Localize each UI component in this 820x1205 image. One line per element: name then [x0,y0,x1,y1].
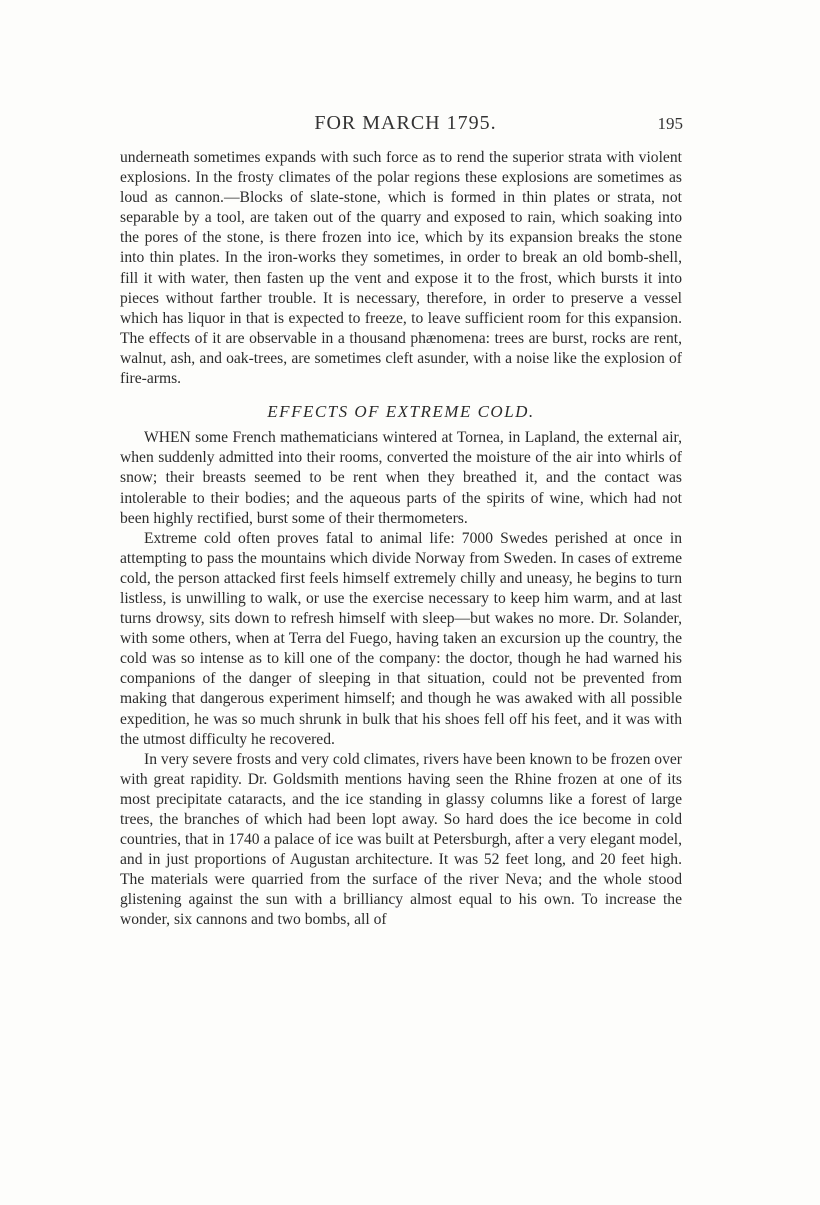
paragraph-animal-life: Extreme cold often proves fatal to animal life: 7000 Swedes perished at once in attempting to pass the mountains which divide Norway from Sweden. In cases of extreme cold, the person attacked first feels himself extremely chilly and uneasy, he begins to turn listless, is unwilling to walk, or use the exercise necessary to keep him warm, and at last turns drowsy, sits down to refresh himself with sleep—but wakes no more. Dr. Solander, with some others, when at Terra del Fuego, having taken an excursion up the country, the cold was so intense as to kill one of the company: the doctor, though he had warned his companions of the danger of sleeping in that situation, could not be prevented from making that dangerous experiment himself; and though he was awaked with all possible expedition, he was so much shrunk in bulk that his shoes fell off his feet, and it was with the utmost difficulty he recovered. [120,529,682,748]
section-heading: EFFECTS OF EXTREME COLD. [267,402,535,422]
running-title: FOR MARCH 1795. [314,112,497,134]
paragraph-tornea: WHEN some French mathematicians wintered at Tornea, in Lapland, the external air, when suddenly admitted into their rooms, converted the moisture of the air into whirls of snow; their breasts seemed to be rent when they breathed it, and the contact was intolerable to their bodies; and the aqueous parts of the spirits of wine, which had not been highly rectified, burst some of their thermometers. [120,429,682,527]
paragraph-continuation: underneath sometimes expands with such force as to rend the superior strata with violent explosions. In the frosty climates of the polar regions these explosions are sometimes as loud as cannon.—Blocks of slate-stone, which is formed in thin plates or strata, not separable by a tool, are taken out of the quarry and exposed to rain, which soaking into the pores of the stone, is there frozen into ice, which by its expansion breaks the stone into thin plates. In the iron-works they sometimes, in order to break an old bomb-shell, fill it with water, then fasten up the vent and expose it to the frost, which bursts it into pieces without farther trouble. It is necessary, therefore, in order to preserve a vessel which has liquor in that is expected to freeze, to leave sufficient room for this expansion. The effects of it are observable in a thousand phænomena: trees are burst, rocks are rent, walnut, ash, and oak-trees, are sometimes cleft asunder, with a noise like the explosion of fire-arms. [120,149,682,388]
body-text [120,148,682,931]
running-head [128,112,683,142]
page-number: 195 [657,114,683,133]
paragraph-rivers: In very severe frosts and very cold climates, rivers have been known to be frozen over with great rapidity. Dr. Goldsmith mentions having seen the Rhine frozen at one of its most precipitate cataracts, and the ice standing in glassy columns like a forest of large trees, the branches of which had been lopt away. So hard does the ice become in cold countries, that in 1740 a palace of ice was built at Petersburgh, after a very elegant model, and in just proportions of Augustan architecture. It was 52 feet long, and 20 feet high. The materials were quarried from the surface of the river Neva; and the whole stood glistening against the sun with a brilliancy almost equal to his own. To increase the wonder, six cannons and two bombs, all of [120,750,682,929]
